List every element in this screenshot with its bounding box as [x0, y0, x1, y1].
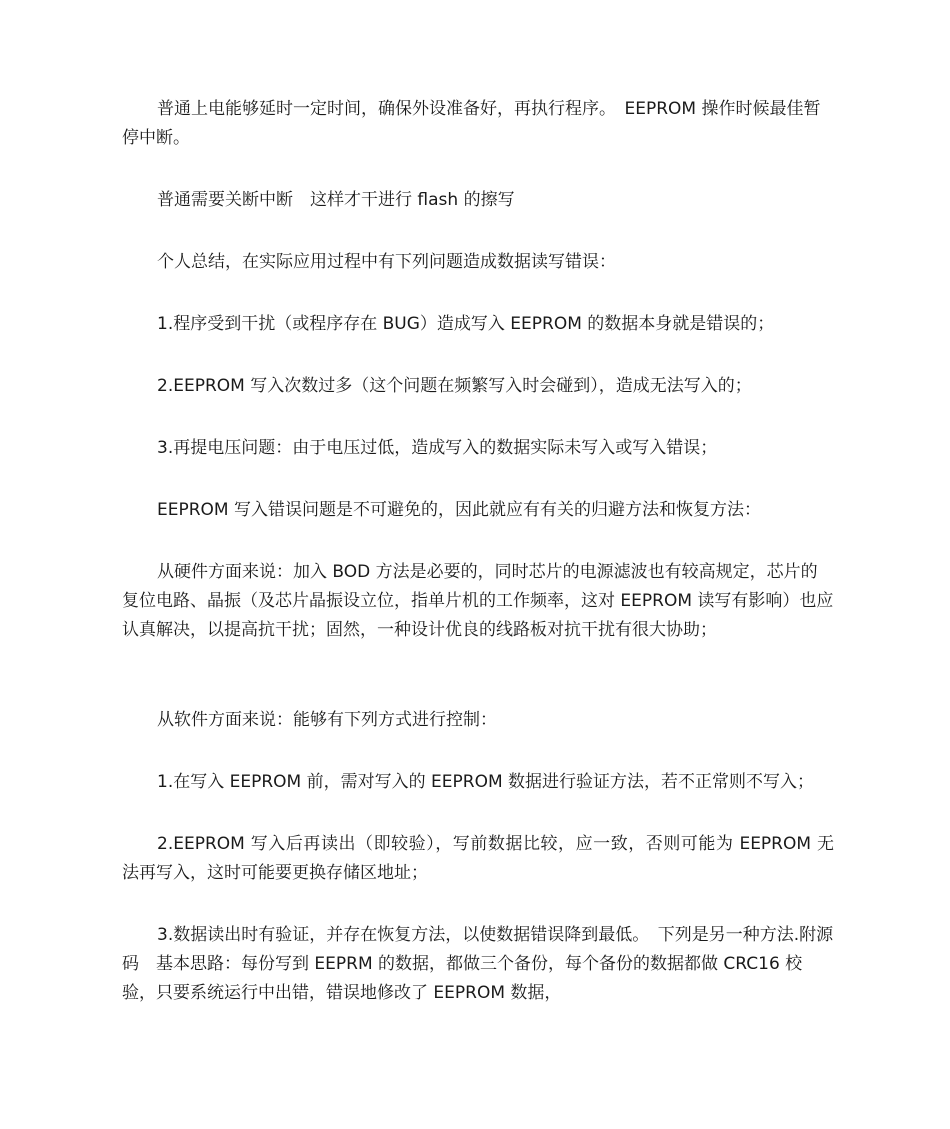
paragraph-recovery-intro: EEPROM 写入错误问题是不可避免的，因此就应有有关的归避方法和恢复方法：: [157, 500, 761, 520]
paragraph-issue-1: 1.程序受到干扰（或程序存在 BUG）造成写入 EEPROM 的数据本身就是错误的；: [157, 314, 775, 334]
paragraph-summary-intro: 个人总结，在实际应用过程中有下列问题造成数据读写错误：: [157, 252, 616, 272]
paragraph-issue-3: 3.再提电压问题：由于电压过低，造成写入的数据实际未写入或写入错误；: [157, 438, 718, 458]
paragraph-software-2: 2.EEPROM 写入后再读出（即较验），写前数据比较，应一致，否则可能为 EEPROM 无法再写入，这时可能要更换存储区地址；: [122, 834, 834, 883]
paragraph-software-3: 3.数据读出时有验证，并存在恢复方法，以使数据错误降到最低。 下列是另一种方法.附源码 基本思路：每份写到 EEPRM 的数据，都做三个备份，每个备份的数据都做 CRC16 校验，只要系统运行中出错，错误地修改了 EEPROM 数据，: [122, 925, 834, 1003]
paragraph-software-intro: 从软件方面来说：能够有下列方式进行控制：: [157, 710, 497, 730]
paragraph-issue-2: 2.EEPROM 写入次数过多（这个问题在频繁写入时会碰到），造成无法写入的；: [157, 376, 752, 396]
paragraph-software-1: 1.在写入 EEPROM 前，需对写入的 EEPROM 数据进行验证方法，若不正常则不写入；: [157, 772, 815, 792]
paragraph-hardware: 从硬件方面来说：加入 BOD 方法是必要的，同时芯片的电源滤波也有较高规定，芯片的复位电路、晶振（及芯片晶振设立位，指单片机的工作频率，这对 EEPROM 读写有影响）也应认真解决，以提高抗干扰；固然，一种设计优良的线路板对抗干扰有很大协助；: [122, 562, 834, 640]
paragraph-power-on-delay: 普通上电能够延时一定时间，确保外设准备好，再执行程序。 EEPROM 操作时候最佳暂停中断。: [122, 99, 821, 148]
paragraph-disable-interrupt: 普通需要关断中断 这样才干进行 flash 的擦写: [157, 190, 515, 210]
